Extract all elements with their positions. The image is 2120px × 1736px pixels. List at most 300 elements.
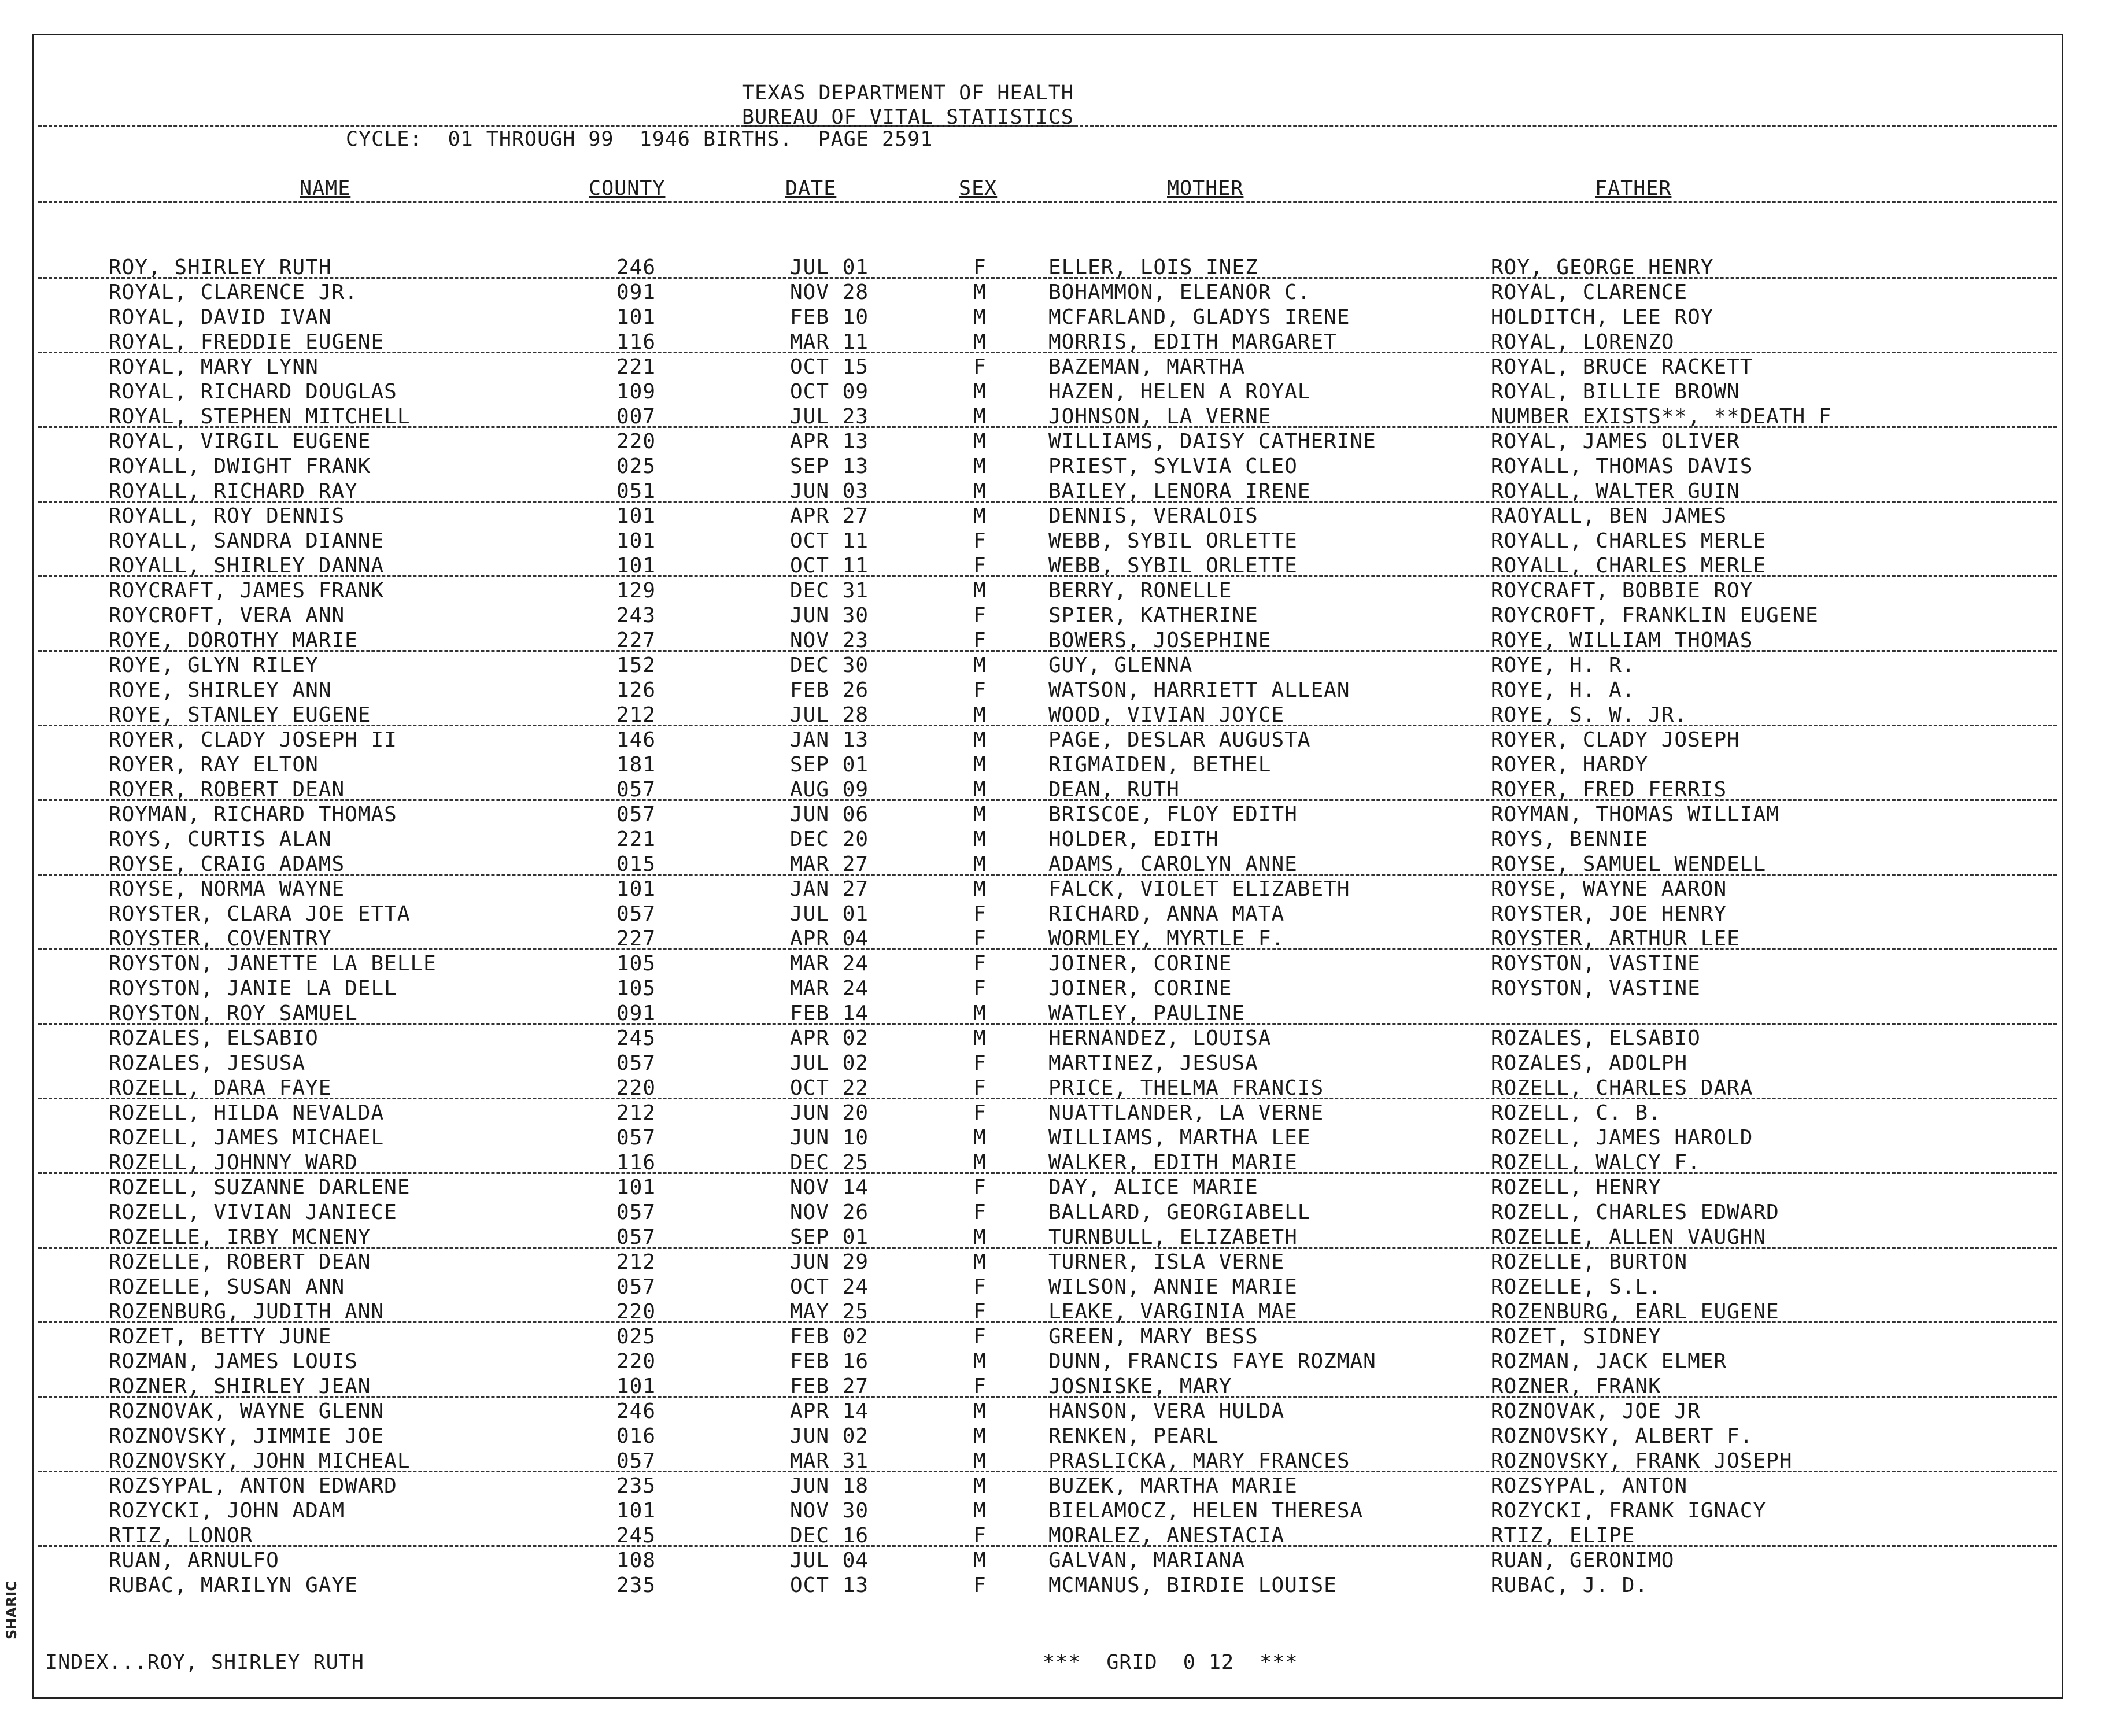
cell-date: OCT 11 <box>790 529 869 553</box>
cell-name: ROYER, RAY ELTON <box>109 753 319 777</box>
cell-name: ROZELLE, IRBY MCNENY <box>109 1225 371 1249</box>
cell-sex: F <box>973 927 987 951</box>
cell-father: ROZYCKI, FRANK IGNACY <box>1491 1499 1767 1523</box>
cell-mother: JOSNISKE, MARY <box>1048 1375 1232 1398</box>
cell-mother: RIGMAIDEN, BETHEL <box>1048 753 1272 777</box>
table-row <box>34 553 2062 578</box>
cell-date: MAR 11 <box>790 330 869 354</box>
cell-mother: PRIEST, SYLVIA CLEO <box>1048 455 1298 478</box>
cell-sex: F <box>973 678 987 702</box>
cell-mother: WALKER, EDITH MARIE <box>1048 1151 1298 1174</box>
cell-father: ROYCRAFT, BOBBIE ROY <box>1491 579 1753 603</box>
cell-name: ROYE, STANLEY EUGENE <box>109 703 371 727</box>
table-row <box>34 902 2062 926</box>
index-label: INDEX...ROY, SHIRLEY RUTH <box>45 1651 364 1674</box>
cell-sex: F <box>973 1275 987 1299</box>
birth-records-table <box>34 255 2062 1598</box>
table-row <box>34 703 2062 727</box>
cell-father: ROZELL, WALCY F. <box>1491 1151 1701 1174</box>
cell-county: 016 <box>616 1424 656 1448</box>
cell-county: 057 <box>616 1275 656 1299</box>
table-row <box>34 529 2062 553</box>
column-header-sex: SEX <box>959 177 998 200</box>
cell-date: JUN 30 <box>790 604 869 627</box>
cell-sex: M <box>973 579 987 603</box>
cell-date: JUN 10 <box>790 1126 869 1150</box>
cell-sex: M <box>973 380 987 404</box>
cell-name: RTIZ, LONOR <box>109 1524 253 1547</box>
cell-sex: M <box>973 1151 987 1174</box>
cell-sex: M <box>973 753 987 777</box>
cell-name: ROYAL, RICHARD DOUGLAS <box>109 380 397 404</box>
cell-sex: F <box>973 1574 987 1597</box>
cell-father: ROYALL, WALTER GUIN <box>1491 479 1740 503</box>
cell-date: MAR 31 <box>790 1449 869 1473</box>
cell-date: APR 02 <box>790 1026 869 1050</box>
column-header-county: COUNTY <box>589 177 666 200</box>
cell-father: ROYE, WILLIAM THOMAS <box>1491 629 1753 652</box>
cell-mother: MORALEZ, ANESTACIA <box>1048 1524 1285 1547</box>
cell-mother: HOLDER, EDITH <box>1048 828 1219 851</box>
cell-sex: M <box>973 1424 987 1448</box>
cell-mother: TURNBULL, ELIZABETH <box>1048 1225 1298 1249</box>
cell-name: ROZELL, HILDA NEVALDA <box>109 1101 385 1125</box>
cell-date: DEC 31 <box>790 579 869 603</box>
column-header-name: NAME <box>300 177 351 200</box>
cell-father: ROYER, CLADY JOSEPH <box>1491 728 1740 752</box>
cell-name: ROZNOVSKY, JOHN MICHEAL <box>109 1449 411 1473</box>
cell-name: ROZELLE, ROBERT DEAN <box>109 1250 371 1274</box>
cell-name: ROYMAN, RICHARD THOMAS <box>109 803 397 826</box>
cell-county: 246 <box>616 256 656 279</box>
cell-name: ROYALL, SHIRLEY DANNA <box>109 554 385 578</box>
cell-county: 101 <box>616 305 656 329</box>
report-title: TEXAS DEPARTMENT OF HEALTH <box>742 82 1074 105</box>
cell-sex: M <box>973 877 987 901</box>
cell-mother: WILLIAMS, MARTHA LEE <box>1048 1126 1311 1150</box>
cell-mother: BAILEY, LENORA IRENE <box>1048 479 1311 503</box>
cell-county: 057 <box>616 1201 656 1224</box>
cell-name: ROZELLE, SUSAN ANN <box>109 1275 345 1299</box>
cell-name: ROY, SHIRLEY RUTH <box>109 256 332 279</box>
cell-county: 025 <box>616 455 656 478</box>
cell-county: 015 <box>616 852 656 876</box>
cell-sex: M <box>973 1026 987 1050</box>
cell-sex: M <box>973 1350 987 1373</box>
cell-mother: NUATTLANDER, LA VERNE <box>1048 1101 1324 1125</box>
cell-sex: M <box>973 305 987 329</box>
cell-mother: BOWERS, JOSEPHINE <box>1048 629 1272 652</box>
cell-county: 246 <box>616 1399 656 1423</box>
cell-sex: M <box>973 703 987 727</box>
cell-father: ROYSTER, JOE HENRY <box>1491 902 1727 926</box>
cell-sex: F <box>973 1051 987 1075</box>
cell-mother: FALCK, VIOLET ELIZABETH <box>1048 877 1350 901</box>
cell-mother: LEAKE, VARGINIA MAE <box>1048 1300 1298 1324</box>
cell-county: 057 <box>616 803 656 826</box>
cell-father: ROYALL, THOMAS DAVIS <box>1491 455 1753 478</box>
table-row <box>34 1175 2062 1200</box>
cell-mother: BERRY, RONELLE <box>1048 579 1232 603</box>
cell-father: ROZNOVSKY, ALBERT F. <box>1491 1424 1753 1448</box>
cell-name: ROYAL, CLARENCE JR. <box>109 280 358 304</box>
cell-father: ROZELLE, ALLEN VAUGHN <box>1491 1225 1767 1249</box>
cell-mother: BIELAMOCZ, HELEN THERESA <box>1048 1499 1364 1523</box>
cell-date: JUN 06 <box>790 803 869 826</box>
cell-father: ROZELL, C. B. <box>1491 1101 1661 1125</box>
cell-sex: M <box>973 1499 987 1523</box>
table-row <box>34 1349 2062 1374</box>
table-row <box>34 877 2062 902</box>
table-row <box>34 1374 2062 1399</box>
cell-mother: TURNER, ISLA VERNE <box>1048 1250 1285 1274</box>
cell-county: 101 <box>616 877 656 901</box>
cell-name: ROZET, BETTY JUNE <box>109 1325 332 1349</box>
cell-mother: GREEN, MARY BESS <box>1048 1325 1258 1349</box>
cell-sex: F <box>973 1101 987 1125</box>
cell-mother: WEBB, SYBIL ORLETTE <box>1048 529 1298 553</box>
cell-name: RUAN, ARNULFO <box>109 1549 279 1572</box>
cell-mother: MARTINEZ, JESUSA <box>1048 1051 1258 1075</box>
cell-date: NOV 23 <box>790 629 869 652</box>
cell-date: DEC 30 <box>790 653 869 677</box>
cell-county: 235 <box>616 1474 656 1498</box>
table-row <box>34 653 2062 678</box>
cell-county: 235 <box>616 1574 656 1597</box>
cell-sex: M <box>973 1474 987 1498</box>
cell-mother: BRISCOE, FLOY EDITH <box>1048 803 1298 826</box>
table-row <box>34 951 2062 976</box>
cell-date: FEB 02 <box>790 1325 869 1349</box>
cell-name: ROZNER, SHIRLEY JEAN <box>109 1375 371 1398</box>
cell-county: 057 <box>616 1051 656 1075</box>
cell-mother: BALLARD, GEORGIABELL <box>1048 1201 1311 1224</box>
table-row <box>34 1001 2062 1026</box>
table-row <box>34 1473 2062 1498</box>
cell-date: SEP 01 <box>790 753 869 777</box>
cell-mother: WATLEY, PAULINE <box>1048 1002 1246 1025</box>
cell-county: 212 <box>616 1101 656 1125</box>
cell-date: AUG 09 <box>790 778 869 801</box>
table-row <box>34 479 2062 504</box>
cell-father: ROYE, H. R. <box>1491 653 1635 677</box>
table-row <box>34 429 2062 454</box>
cell-name: ROYALL, SANDRA DIANNE <box>109 529 385 553</box>
cell-county: 108 <box>616 1549 656 1572</box>
cell-sex: M <box>973 1449 987 1473</box>
cell-name: ROYSTON, JANETTE LA BELLE <box>109 952 437 976</box>
cell-father: ROYER, HARDY <box>1491 753 1649 777</box>
cell-mother: DAY, ALICE MARIE <box>1048 1176 1258 1199</box>
cell-name: ROYAL, STEPHEN MITCHELL <box>109 405 411 429</box>
table-row <box>34 1100 2062 1125</box>
cell-county: 245 <box>616 1026 656 1050</box>
cell-father: ROYE, S. W. JR. <box>1491 703 1688 727</box>
cell-name: ROYCROFT, VERA ANN <box>109 604 345 627</box>
cell-county: 007 <box>616 405 656 429</box>
table-row <box>34 1523 2062 1548</box>
cell-name: ROYCRAFT, JAMES FRANK <box>109 579 385 603</box>
cell-father: ROYER, FRED FERRIS <box>1491 778 1727 801</box>
cell-name: ROZALES, ELSABIO <box>109 1026 319 1050</box>
table-row <box>34 354 2062 379</box>
cell-county: 212 <box>616 1250 656 1274</box>
cell-mother: WORMLEY, MYRTLE F. <box>1048 927 1285 951</box>
cell-mother: WEBB, SYBIL ORLETTE <box>1048 554 1298 578</box>
cell-county: 220 <box>616 1076 656 1100</box>
table-row <box>34 1125 2062 1150</box>
cell-name: ROZYCKI, JOHN ADAM <box>109 1499 345 1523</box>
cell-county: 101 <box>616 1176 656 1199</box>
cell-father: RAOYALL, BEN JAMES <box>1491 504 1727 528</box>
cell-county: 220 <box>616 1350 656 1373</box>
cell-mother: SPIER, KATHERINE <box>1048 604 1258 627</box>
cell-county: 101 <box>616 529 656 553</box>
cell-name: ROYAL, DAVID IVAN <box>109 305 332 329</box>
table-row <box>34 305 2062 330</box>
cell-father: ROYCROFT, FRANKLIN EUGENE <box>1491 604 1819 627</box>
cell-father: NUMBER EXISTS**, **DEATH F <box>1491 405 1832 429</box>
cell-name: ROZENBURG, JUDITH ANN <box>109 1300 385 1324</box>
cell-father: ROYAL, LORENZO <box>1491 330 1675 354</box>
cell-name: ROYALL, RICHARD RAY <box>109 479 358 503</box>
table-row <box>34 777 2062 802</box>
cell-mother: MCFARLAND, GLADYS IRENE <box>1048 305 1350 329</box>
table-row <box>34 802 2062 827</box>
cell-date: APR 27 <box>790 504 869 528</box>
cell-sex: M <box>973 1250 987 1274</box>
cell-father: ROZELL, JAMES HAROLD <box>1491 1126 1753 1150</box>
table-row <box>34 1399 2062 1424</box>
cell-county: 101 <box>616 1499 656 1523</box>
cell-county: 181 <box>616 753 656 777</box>
table-row <box>34 1026 2062 1051</box>
cell-date: APR 14 <box>790 1399 869 1423</box>
cell-mother: DUNN, FRANCIS FAYE ROZMAN <box>1048 1350 1376 1373</box>
cell-sex: F <box>973 604 987 627</box>
cell-county: 227 <box>616 629 656 652</box>
cell-name: ROZMAN, JAMES LOUIS <box>109 1350 358 1373</box>
cell-date: MAR 24 <box>790 952 869 976</box>
table-row <box>34 1250 2062 1275</box>
table-row <box>34 1449 2062 1473</box>
cell-father: ROZSYPAL, ANTON <box>1491 1474 1688 1498</box>
cell-name: ROYALL, ROY DENNIS <box>109 504 345 528</box>
cell-father: ROZENBURG, EARL EUGENE <box>1491 1300 1779 1324</box>
cell-sex: M <box>973 1126 987 1150</box>
cell-sex: F <box>973 256 987 279</box>
table-row <box>34 752 2062 777</box>
cell-mother: WOOD, VIVIAN JOYCE <box>1048 703 1285 727</box>
table-row <box>34 628 2062 653</box>
cell-county: 105 <box>616 952 656 976</box>
cell-date: SEP 01 <box>790 1225 869 1249</box>
cell-sex: F <box>973 554 987 578</box>
cell-name: RUBAC, MARILYN GAYE <box>109 1574 358 1597</box>
cell-date: JUL 23 <box>790 405 869 429</box>
cell-father: ROYSE, SAMUEL WENDELL <box>1491 852 1767 876</box>
document-page <box>32 34 2063 1699</box>
cell-date: NOV 14 <box>790 1176 869 1199</box>
cell-name: ROYAL, FREDDIE EUGENE <box>109 330 385 354</box>
cell-name: ROYER, ROBERT DEAN <box>109 778 345 801</box>
column-header-mother: MOTHER <box>1167 177 1244 200</box>
cell-mother: MORRIS, EDITH MARGARET <box>1048 330 1337 354</box>
cell-sex: M <box>973 455 987 478</box>
cell-date: JUL 28 <box>790 703 869 727</box>
cell-county: 057 <box>616 1225 656 1249</box>
cell-name: ROYAL, VIRGIL EUGENE <box>109 430 371 453</box>
cell-sex: M <box>973 803 987 826</box>
cell-sex: F <box>973 1201 987 1224</box>
cell-sex: F <box>973 529 987 553</box>
cell-sex: M <box>973 653 987 677</box>
cell-date: NOV 30 <box>790 1499 869 1523</box>
cell-name: ROYAL, MARY LYNN <box>109 355 319 379</box>
cell-sex: F <box>973 1325 987 1349</box>
cell-father: ROZNOVSKY, FRANK JOSEPH <box>1491 1449 1793 1473</box>
cell-sex: M <box>973 1549 987 1572</box>
cell-name: ROYE, DOROTHY MARIE <box>109 629 358 652</box>
cell-date: MAY 25 <box>790 1300 869 1324</box>
cell-date: OCT 09 <box>790 380 869 404</box>
cell-mother: GALVAN, MARIANA <box>1048 1549 1246 1572</box>
cell-father: RUAN, GERONIMO <box>1491 1549 1675 1572</box>
cell-county: 129 <box>616 579 656 603</box>
side-label: SHARIC <box>3 1581 20 1639</box>
cell-date: OCT 13 <box>790 1574 869 1597</box>
table-row <box>34 852 2062 877</box>
cell-mother: WILSON, ANNIE MARIE <box>1048 1275 1298 1299</box>
cell-father: ROYAL, BILLIE BROWN <box>1491 380 1740 404</box>
cell-sex: F <box>973 629 987 652</box>
table-row <box>34 1573 2062 1598</box>
cell-county: 152 <box>616 653 656 677</box>
table-row <box>34 727 2062 752</box>
cell-county: 101 <box>616 504 656 528</box>
cell-sex: M <box>973 852 987 876</box>
cell-father: ROYMAN, THOMAS WILLIAM <box>1491 803 1779 826</box>
cell-county: 091 <box>616 280 656 304</box>
cell-name: ROYSTON, ROY SAMUEL <box>109 1002 358 1025</box>
cell-date: JUL 01 <box>790 902 869 926</box>
cell-father: ROYS, BENNIE <box>1491 828 1649 851</box>
cell-father: ROYAL, BRUCE RACKETT <box>1491 355 1753 379</box>
cell-mother: HERNANDEZ, LOUISA <box>1048 1026 1272 1050</box>
cell-name: ROYER, CLADY JOSEPH II <box>109 728 397 752</box>
cell-sex: F <box>973 902 987 926</box>
cell-name: ROZALES, JESUSA <box>109 1051 306 1075</box>
cell-mother: WATSON, HARRIETT ALLEAN <box>1048 678 1350 702</box>
cell-father: ROZMAN, JACK ELMER <box>1491 1350 1727 1373</box>
cell-mother: PRASLICKA, MARY FRANCES <box>1048 1449 1350 1473</box>
cell-county: 025 <box>616 1325 656 1349</box>
cell-sex: M <box>973 504 987 528</box>
cell-father: ROYALL, CHARLES MERLE <box>1491 529 1767 553</box>
cell-county: 105 <box>616 977 656 1000</box>
table-row <box>34 1225 2062 1250</box>
cell-mother: HAZEN, HELEN A ROYAL <box>1048 380 1311 404</box>
cell-mother: PAGE, DESLAR AUGUSTA <box>1048 728 1311 752</box>
cell-date: APR 13 <box>790 430 869 453</box>
cell-date: JAN 13 <box>790 728 869 752</box>
cell-date: FEB 16 <box>790 1350 869 1373</box>
cell-date: OCT 24 <box>790 1275 869 1299</box>
cell-name: ROZNOVSKY, JIMMIE JOE <box>109 1424 385 1448</box>
table-row <box>34 1076 2062 1100</box>
cell-date: SEP 13 <box>790 455 869 478</box>
cell-county: 227 <box>616 927 656 951</box>
cell-name: ROZELL, SUZANNE DARLENE <box>109 1176 411 1199</box>
cell-date: OCT 11 <box>790 554 869 578</box>
cell-sex: F <box>973 355 987 379</box>
cell-mother: ADAMS, CAROLYN ANNE <box>1048 852 1298 876</box>
cell-name: ROZELL, VIVIAN JANIECE <box>109 1201 397 1224</box>
table-row <box>34 280 2062 305</box>
cell-father: HOLDITCH, LEE ROY <box>1491 305 1714 329</box>
cell-father: ROYSTON, VASTINE <box>1491 952 1701 976</box>
cell-county: 101 <box>616 554 656 578</box>
cell-mother: GUY, GLENNA <box>1048 653 1193 677</box>
cell-mother: JOHNSON, LA VERNE <box>1048 405 1272 429</box>
cell-name: ROZELL, JOHNNY WARD <box>109 1151 358 1174</box>
cell-mother: DENNIS, VERALOIS <box>1048 504 1258 528</box>
cell-father: ROYSE, WAYNE AARON <box>1491 877 1727 901</box>
cell-name: ROYSTER, CLARA JOE ETTA <box>109 902 411 926</box>
cell-county: 126 <box>616 678 656 702</box>
cell-date: JUL 01 <box>790 256 869 279</box>
cell-sex: F <box>973 1300 987 1324</box>
table-row <box>34 1548 2062 1573</box>
table-row <box>34 1299 2062 1324</box>
cell-sex: F <box>973 1524 987 1547</box>
cell-sex: F <box>973 952 987 976</box>
column-header-date: DATE <box>785 177 837 200</box>
cell-county: 051 <box>616 479 656 503</box>
cell-date: OCT 15 <box>790 355 869 379</box>
cell-sex: F <box>973 977 987 1000</box>
cell-father: ROYSTER, ARTHUR LEE <box>1491 927 1740 951</box>
cell-father: ROZELLE, S.L. <box>1491 1275 1661 1299</box>
cell-sex: M <box>973 1225 987 1249</box>
cell-father: ROZALES, ELSABIO <box>1491 1026 1701 1050</box>
cell-sex: F <box>973 1176 987 1199</box>
cell-county: 057 <box>616 902 656 926</box>
cell-date: DEC 25 <box>790 1151 869 1174</box>
cell-father: ROZELL, HENRY <box>1491 1176 1661 1199</box>
cell-county: 057 <box>616 1449 656 1473</box>
cell-date: JUN 18 <box>790 1474 869 1498</box>
cell-name: ROYSTER, COVENTRY <box>109 927 332 951</box>
cell-mother: DEAN, RUTH <box>1048 778 1180 801</box>
table-row <box>34 678 2062 703</box>
cell-sex: M <box>973 330 987 354</box>
table-row <box>34 1051 2062 1076</box>
table-row <box>34 504 2062 529</box>
cell-name: ROYS, CURTIS ALAN <box>109 828 332 851</box>
cell-mother: JOINER, CORINE <box>1048 977 1232 1000</box>
cell-father: ROZNOVAK, JOE JR <box>1491 1399 1701 1423</box>
header-divider <box>38 125 2057 127</box>
grid-label: *** GRID 0 12 *** <box>1043 1651 1298 1674</box>
cell-father: ROZELLE, BURTON <box>1491 1250 1688 1274</box>
cell-sex: M <box>973 479 987 503</box>
table-row <box>34 976 2062 1001</box>
cell-name: ROZNOVAK, WAYNE GLENN <box>109 1399 385 1423</box>
cell-name: ROYE, SHIRLEY ANN <box>109 678 332 702</box>
cell-county: 212 <box>616 703 656 727</box>
table-row <box>34 379 2062 404</box>
